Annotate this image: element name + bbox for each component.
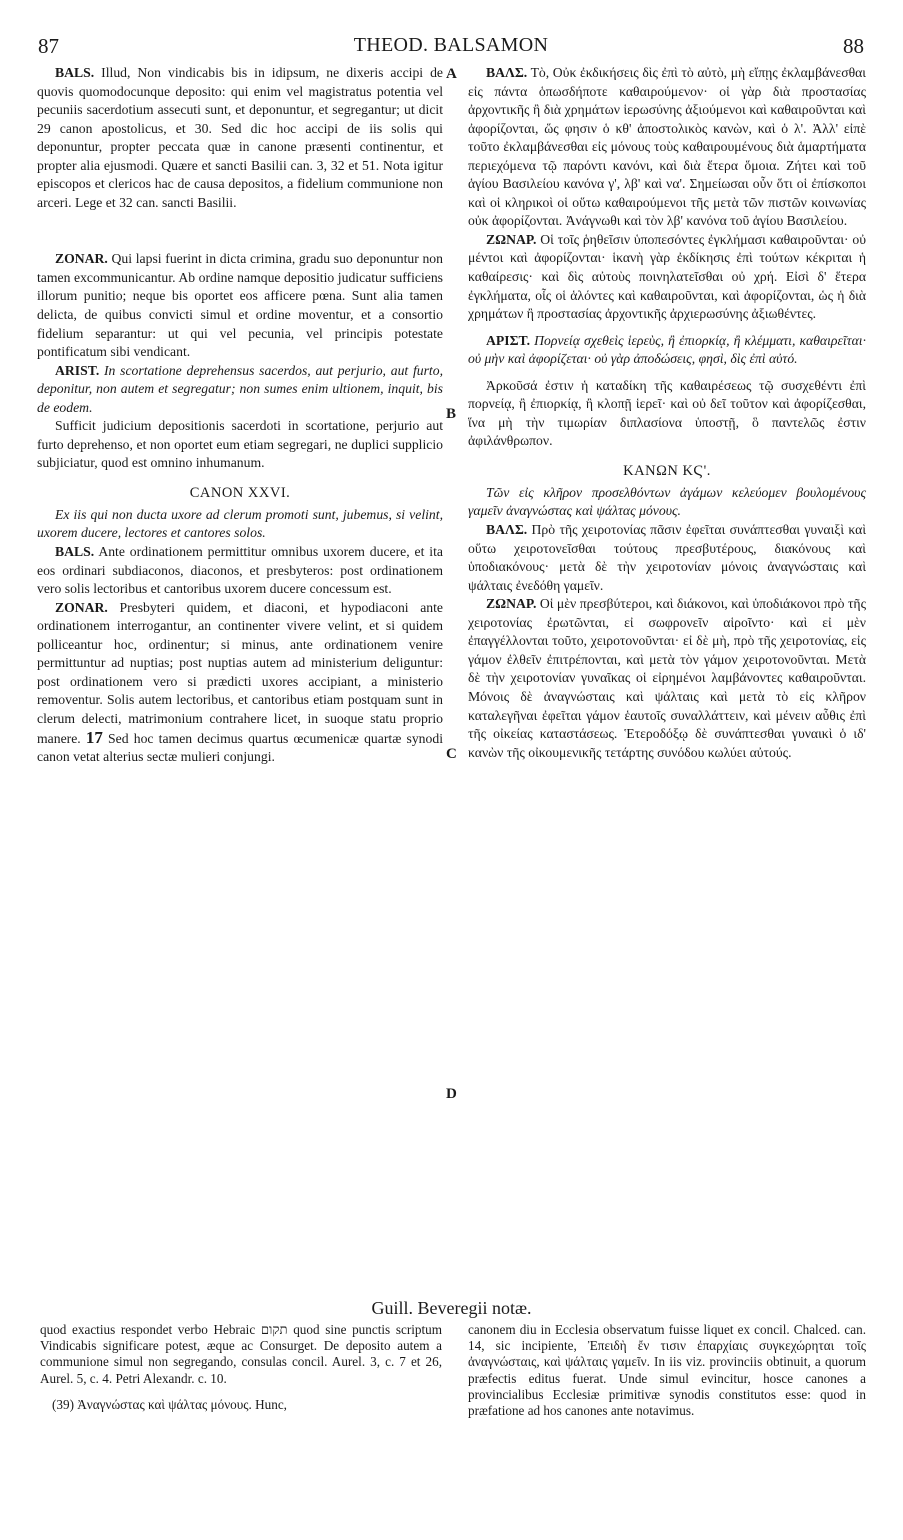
margin-letter-d: D <box>446 1086 457 1102</box>
notes-heading: Guill. Beveregii notæ. <box>371 1298 532 1318</box>
commentary-text: Πρὸ τῆς χειροτονίας πᾶσιν ἐφεῖται συνάπτεσθαι γυναιξὶ καὶ οὕτω χειροτονεῖσθαι τούτους πρεσβυτέρους, διακόνους καὶ ὑποδιακόνους· μετὰ δὲ τὴν χειροτονίαν μόνοις ἀναγνώσταις καὶ ψάλταις ἐνεδόθη γαμεῖν. <box>468 522 867 593</box>
commentator-label: ΒΑΛΣ. <box>486 522 528 538</box>
commentary-text: Οἱ τοῖς ῥηθεῖσιν ὑποπεσόντες ἐγκλήμασι καθαιροῦνται· οὐ μέντοι καὶ ἀφορίζονται· ἱκανὴ γὰρ ἐκδίκησις ἐπὶ τούτων κέκριται ἡ καθαίρεσις· καὶ δὶς αὐτοὺς ποινηλατεῖσθαι οὐ χρή. Εἰσὶ δ' ἕτερα ἐγκλήματα, οἷς οἱ ἁλόντες καὶ καθαιροῦνται, καὶ ἀφορίζονται, ὡς ἡ διὰ χρημάτων ἢ προστασίας ἀρχοντικῆς ἀρχιερωσύνης ἀξιωθέντες. <box>468 231 867 322</box>
commentator-label: ΖΩΝΑΡ. <box>486 231 537 247</box>
commentator-label: ΑΡΙΣΤ. <box>486 332 531 348</box>
commentary-text: Illud, Non vindicabis bis in idipsum, ne dixeris accipi de quovis quomodocunque deposito: qui enim vel magistratus potentia vel pecuniis sacerdotium assecuti sunt, et deponuntur, et segregantur; ut dicit 29 canon apostolicus, et 30. Sed dic hoc accipi de iis solis qui deponuntur, propter peccata quæ in canone præsenti continentur, et propter alia ejusmodi. Quære et sancti Basilii can. 3, 32 et 51. Nota igitur episcopos et clericos hac de causa depositos, a fidelium communione non arceri. Lege et 32 can. sancti Basilii. <box>37 65 443 210</box>
note-paragraph: quod exactius respondet verbo Hebraic תקום quod sine punctis scriptum Vindicabis significare potest, æque ac Consurget. De deposito autem a communione simul non segregando, consulas concil. Aurel. 3, c. 7 et 26, Aurel. 5, c. 4. Petri Alexandr. c. 10. <box>40 1322 442 1386</box>
greek-bals-comment-2 <box>468 521 866 595</box>
commentary-text: Ante ordinationem permittitur omnibus uxorem ducere, et ita eos ordinari subdiaconos, diaconos, et presbyteros: post ordinationem vero solis lectoribus et cantoribus uxorem ducere concessum est. <box>37 544 443 597</box>
commentator-label: ARIST. <box>55 362 100 378</box>
canon-text-latin: Ex iis qui non ducta uxore ad clerum promoti sunt, jubemus, si velint, uxorem ducere, lectores et cantores solos. <box>37 506 443 541</box>
commentator-label: ZONAR. <box>55 599 108 615</box>
latin-arist-paraphrase: Sufficit judicium depositionis sacerdoti in scortatione, perjurio aut furto deprehenso, et non oportet eum etiam segregari, ne duplici supplicio subjiciatur, quod est omnino inhumanum. <box>37 418 443 471</box>
greek-zonar-comment-1 <box>468 231 866 324</box>
greek-arist-paraphrase: Ἀρκοῦσά ἐστιν ἡ καταδίκη τῆς καθαιρέσεως τῷ συσχεθέντι ἐπὶ πορνείᾳ, ἢ ἐπιορκίᾳ, ἢ κλοπῇ ἱερεῖ· καὶ οὐ δεῖ τοῦτον καὶ ἀφορίζεσθαι, ἵνα μὴ τὴν τιμωρίαν διπλασίονα ὑποστῇ, ὃ παντελῶς ἐστιν ἀφιλάνθρωπον. <box>468 377 866 449</box>
notes-right-column <box>468 1322 866 1419</box>
commentator-label: ΖΩΝΑΡ. <box>486 596 537 612</box>
commentator-label: ZONAR. <box>55 251 108 267</box>
commentator-label: BALS. <box>55 65 95 80</box>
commentary-text: In scortatione deprehensus sacerdos, aut perjurio, aut furto, deponitur, non autem et segregatur; non sumes enim ultionem, inquit, bis de eodem. <box>37 362 443 415</box>
margin-letter-c: C <box>446 746 457 762</box>
canon-title-greek: ΚΑΝΩΝ ΚϚ'. <box>623 462 711 479</box>
canon-title-latin: CANON XXVI. <box>189 484 291 501</box>
greek-arist-comment <box>468 332 866 369</box>
page-number-left: 87 <box>38 34 59 58</box>
margin-letter-a: A <box>446 66 457 82</box>
commentator-label: BALS. <box>55 544 95 560</box>
latin-bals-comment-1 <box>37 64 443 212</box>
greek-bals-comment-1 <box>468 64 866 231</box>
greek-column <box>468 64 866 762</box>
commentary-text: Οἱ μὲν πρεσβύτεροι, καὶ διάκονοι, καὶ ὑποδιάκονοι πρὸ τῆς χειροτονίας ἐρωτῶνται, εἰ σωφρονεῖν αἱροῖντο· καὶ εἰ μὲν ἐπαγγέλλονται τοῦτο, χειροτονοῦνται· εἰ δὲ μὴ, πρὸ τῆς χειροτονίας, εἰς γάμον ἐλθεῖν ἐπιτρέπονται, καὶ μετὰ τὸν γάμον χειροτονοῦνται. Μετὰ δὲ τὴν χειροτονίαν γυναῖκας οἱ εἰρημένοι λαμβάνοντες καθαιροῦνται. Μόνοις δὲ ἀναγνώσταις καὶ ψάλταις καὶ μετὰ τὸ εἰς κλῆρον καταλεγῆναι ἐφεῖται γάμον ἑαυτοῖς συναλλάττειν, καὶ μένειν αὖθις ἐπὶ τῆς οἰκείας καταστάσεως. Ἑτεροδόξῳ δὲ συνάπτεσθαι γυναικὶ ὁ ιδ' κανὼν τῆς οἰκουμενικῆς τετάρτης συνόδου κωλύει αὐτούς. <box>468 596 866 760</box>
commentator-label: ΒΑΛΣ. <box>486 65 528 80</box>
note-paragraph: (39) Ἀναγνώστας καὶ ψάλτας μόνους. Hunc, <box>52 1396 287 1412</box>
commentary-text: Τὸ, Οὐκ ἐκδικήσεις δὶς ἐπὶ τὸ αὐτὸ, μὴ εἴπῃς ἐκλαμβάνεσθαι εἰς πάντα ὁπωσδήποτε καθαιρούμενον· οἱ γὰρ διὰ προστασίας ἀρχοντικῆς ἢ διὰ χρημάτων ἱερωσύνης ἀξιούμενοι καὶ καθαιροῦνται καὶ ἀφορίζονται, ὥς φησιν ὁ κθ' ἀποστολικὸς κανὼν, καὶ ὁ λ'. Ἀλλ' εἰπὲ τοῦτο ἐκλαμβάνεσθαι εἰς μόνους τοὺς καθαιρουμένους διὰ ἁμαρτήματα περιεχόμενα τῷ παρόντι κανόνι, καὶ διὰ ἕτερα ὅμοια. Ζήτει καὶ τοῦ ἁγίου Βασιλείου κανόνα γ', λβ' καὶ να'. Σημείωσαι οὖν ὅτι οἱ ἐπίσκοποι καὶ οἱ κληρικοὶ οἱ οὕτω καθαιρούμενοι τῆς μετὰ τῶν πιστῶν κοινωνίας οὐκ ἀφορίζονται. Ἀνάγνωθι καὶ τὸν λβ' κανόνα τοῦ ἁγίου Βασιλείου. <box>468 65 866 229</box>
notes-left-column <box>40 1322 442 1413</box>
commentary-text: Πορνείᾳ σχεθεὶς ἱερεὺς, ἢ ἐπιορκίᾳ, ἢ κλέμματι, καθαιρεῖται· οὐ μὴν καὶ ἀφορίζεται· οὐ γὰρ ἀποδώσεις, φησὶ, δὶς ἐπὶ αὐτό. <box>468 332 866 367</box>
commentary-text: Presbyteri quidem, et diaconi, et hypodiaconi ante ordinationem interrogantur, an continenter vivere velint, et si quidem polliceantur hoc, ordinentur; si minus, ante ordinationem venire permittuntur ad nuptias; post nuptias autem ad ministerium deliguntur: post ordinationem vero si prædicti uxores accipiant, a ministerio removentur. Solis autem lectoribus, et cantoribus etiam postquam sunt in clerum delecti, matrimonium contrahere licet, in suoque statu proprio manere. <box>37 599 443 746</box>
commentary-text: Qui lapsi fuerint in dicta crimina, gradu suo deponuntur non tamen excommunicantur. Ab ordine namque depositio judicatur sufficiens illorum punitio; neque bis oportet eos afficere pœna. Sunt alia tamen delicta, de quibus convicti simul et ordine moventur, et a consortio fidelium separantur: ut qui vel pecunia, vel principis potestate pontificatum sibi vendicant. <box>37 251 443 360</box>
note-reference-number: 17 <box>85 727 103 747</box>
page-header <box>38 34 864 60</box>
greek-zonar-comment-2 <box>468 595 866 762</box>
commentary-text-tail: Sed hoc tamen decimus quartus œcumenicæ quartæ synodi canon vetat alterius sectæ mulieri conjungi. <box>37 730 444 765</box>
latin-bals-comment-2 <box>37 543 443 599</box>
running-head: THEOD. BALSAMON <box>353 34 549 56</box>
latin-zonar-comment-2 <box>37 599 443 767</box>
margin-letter-b: B <box>446 406 457 422</box>
latin-column <box>37 64 443 767</box>
canon-text-greek: Τῶν εἰς κλῆρον προσελθόντων ἀγάμων κελεύομεν βουλομένους γαμεῖν ἀναγνώστας καὶ ψάλτας μόνους. <box>468 484 866 519</box>
latin-zonar-comment-1 <box>37 250 443 361</box>
note-paragraph: canonem diu in Ecclesia observatum fuisse liquet ex concil. Chalced. can. 14, sic incipiente, Ἐπειδὴ ἔν τισιν ἐπαρχίαις συγκεχώρηται τοῖς ἀναγνώσταις, καὶ ψάλταις γαμεῖν. In iis viz. provinciis obtinuit, a quorum præfectis editus fuerat. Unde simul evincitur, hosce canones a provincialibus Ecclesiæ primitivæ synodis constitutos esse: quod in præfatione ad hos canones ante notavimus. <box>468 1322 866 1419</box>
latin-arist-comment <box>37 362 443 418</box>
page-number-right: 88 <box>843 34 864 58</box>
